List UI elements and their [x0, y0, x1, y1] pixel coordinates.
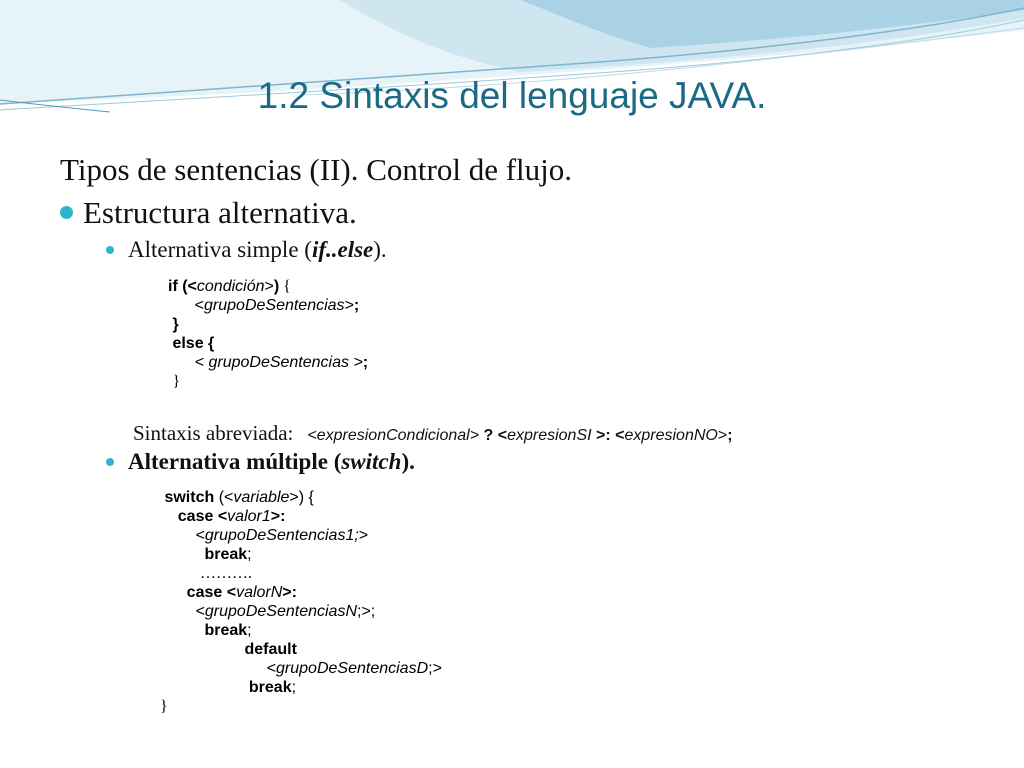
code-token: expresionSI — [507, 427, 596, 444]
code-token: ;> — [428, 660, 442, 677]
code-token: break — [204, 622, 248, 639]
code-token — [168, 297, 195, 314]
code-token: < — [195, 603, 205, 620]
code-token — [160, 622, 204, 639]
code-token: > — [717, 427, 728, 444]
code-token: ;>; — [357, 603, 376, 620]
code-token: default — [244, 641, 297, 658]
code-token: break — [204, 546, 248, 563]
code-token: break — [248, 679, 292, 696]
code-token — [160, 660, 267, 677]
code-token: ? — [479, 427, 498, 444]
code-token: grupoDeSentencias — [204, 297, 345, 314]
code-token: >: — [270, 508, 286, 525]
code-token: > — [596, 427, 606, 444]
abbreviated-expression — [307, 427, 732, 444]
code-token: else { — [172, 335, 215, 352]
code-token: > — [344, 297, 354, 314]
code-token: expresionNO — [624, 427, 718, 444]
code-token: grupoDeSentenciasD — [276, 660, 429, 677]
bullet-dot-icon — [106, 246, 114, 254]
code-token: >: — [282, 584, 297, 601]
code-token: > — [264, 278, 274, 295]
bullet-keyword: if..else — [311, 237, 374, 262]
code-token: } — [172, 373, 181, 390]
bullet-estructura-alternativa — [60, 193, 357, 233]
code-token — [160, 546, 204, 563]
code-token: < — [266, 660, 277, 677]
code-token — [160, 508, 178, 525]
code-token: grupoDeSentencias1; — [204, 527, 359, 544]
code-token: (< — [214, 489, 234, 506]
bullet-prefix: Alternativa múltiple ( — [128, 449, 342, 474]
code-token: < — [615, 427, 625, 444]
code-token — [160, 584, 187, 601]
code-token — [160, 565, 200, 582]
code-token: case < — [186, 584, 237, 601]
bullet-suffix: ). — [401, 449, 415, 474]
code-token: >) { — [289, 489, 314, 506]
bullet-dot-icon — [106, 458, 114, 466]
code-token: { — [279, 278, 291, 295]
code-token: > — [358, 527, 369, 544]
code-token: case < — [177, 508, 228, 525]
code-token: } — [160, 698, 168, 715]
code-token: condición — [196, 278, 265, 295]
code-token: < — [195, 527, 205, 544]
bullet-prefix: Alternativa simple ( — [128, 237, 312, 262]
code-token: ; — [362, 354, 369, 371]
code-token: ) — [273, 278, 280, 295]
code-token: } — [172, 316, 179, 333]
code-token: ; — [291, 679, 297, 696]
code-token: switch — [164, 489, 215, 506]
code-token: ; — [727, 427, 733, 444]
code-token — [168, 354, 195, 371]
code-token: < — [497, 427, 508, 444]
abbreviated-label: Sintaxis abreviada: — [133, 421, 294, 445]
code-token: ; — [247, 622, 252, 639]
code-token: valorN — [236, 584, 283, 601]
abbreviated-syntax-line — [133, 420, 733, 449]
bullet-dot-icon — [60, 206, 73, 219]
code-token — [160, 603, 196, 620]
page-title: 1.2 Sintaxis del lenguaje JAVA. — [257, 75, 767, 116]
switch-code-block — [160, 488, 442, 716]
code-token: grupoDeSentenciasN — [204, 603, 357, 620]
code-token: < — [194, 297, 205, 314]
bullet-keyword: switch — [341, 449, 402, 474]
code-token: ; — [353, 297, 360, 314]
code-token: variable — [233, 489, 290, 506]
code-token: if ( — [168, 278, 188, 295]
bullet-label: Estructura alternativa. — [83, 195, 357, 230]
code-token — [160, 641, 244, 658]
code-token: <expresionCondicional> — [307, 427, 480, 444]
bullet-suffix: ). — [373, 237, 387, 262]
code-token: : — [605, 427, 616, 444]
code-token: < — [187, 278, 197, 295]
code-token: ………. — [200, 565, 253, 582]
bullet-alternativa-simple — [106, 235, 387, 265]
code-token — [160, 527, 196, 544]
bullet-alternativa-multiple — [106, 447, 415, 477]
section-heading: Tipos de sentencias (II). Control de flujo. — [60, 152, 572, 187]
code-token — [160, 679, 249, 696]
code-token: ; — [247, 546, 252, 563]
if-else-code-block — [168, 277, 368, 391]
code-token: valor1 — [227, 508, 271, 525]
code-token: < grupoDeSentencias > — [194, 354, 363, 371]
